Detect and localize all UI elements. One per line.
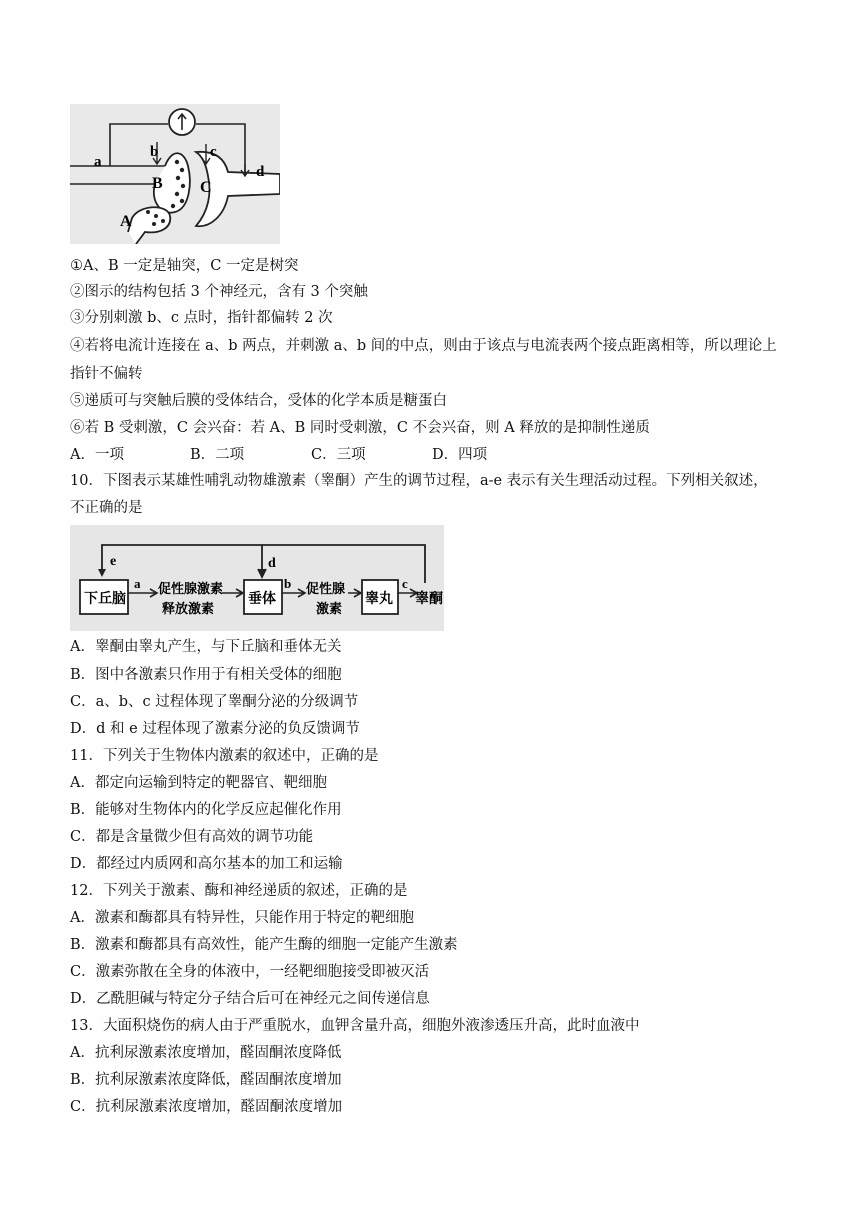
label-d2: d <box>268 556 276 571</box>
q13-stem: 13．大面积烧伤的病人由于严重脱水，血钾含量升高，细胞外液渗透压升高，此时血液中 <box>70 1018 640 1034</box>
testis-label: 睾丸 <box>365 592 393 607</box>
q13-option-c[interactable]: C．抗利尿激素浓度增加，醛固酮浓度增加 <box>70 1099 343 1115</box>
label-c: c <box>210 144 217 160</box>
gth-label-1: 促性腺 <box>306 581 346 596</box>
q10-option-b[interactable]: B．图中各激素只作用于有相关受体的细胞 <box>70 667 342 683</box>
q11-option-a[interactable]: A．都定向运输到特定的靶器官、靶细胞 <box>70 775 327 791</box>
q12-option-c[interactable]: C．激素弥散在全身的体液中，一经靶细胞接受即被灭活 <box>70 964 430 980</box>
q12-option-b[interactable]: B．激素和酶都具有高效性，能产生酶的细胞一定能产生激素 <box>70 937 458 953</box>
label-e: e <box>110 554 117 569</box>
q9-statement-6: ⑥若 B 受刺激，C 会兴奋：若 A、B 同时受刺激，C 不会兴奋，则 A 释放的是抑制性递质 <box>70 420 650 436</box>
q9-statement-1: ①A、B 一定是轴突，C 一定是树突 <box>70 258 299 274</box>
q12-option-a[interactable]: A．激素和酶都具有特异性，只能作用于特定的靶细胞 <box>70 910 414 926</box>
q11-option-d[interactable]: D．都经过内质网和高尔基本的加工和运输 <box>70 856 343 872</box>
q13-option-a[interactable]: A．抗利尿激素浓度增加，醛固酮浓度降低 <box>70 1045 342 1061</box>
synapse-figure <box>70 104 280 244</box>
gnrh-label-1: 促性腺激素 <box>158 581 224 596</box>
q9-statement-4: ④若将电流计连接在 a、b 两点，并刺激 a、b 间的中点，则由于该点与电流表两个接点距离相等，所以理论上 <box>70 338 777 354</box>
q9-statement-3: ③分别刺激 b、c 点时，指针都偏转 2 次 <box>70 310 333 326</box>
q11-stem: 11．下列关于生物体内激素的叙述中，正确的是 <box>70 748 379 764</box>
q10-option-d[interactable]: D．d 和 e 过程体现了激素分泌的负反馈调节 <box>70 721 360 737</box>
label-d: d <box>256 164 265 180</box>
hypothalamus-label: 下丘脑 <box>84 592 126 607</box>
q9-option-d[interactable]: D．四项 <box>432 447 488 463</box>
testosterone-label: 睾酮 <box>415 592 443 607</box>
gnrh-label-2: 释放激素 <box>162 601 215 616</box>
q10-option-a[interactable]: A．睾酮由睾丸产生，与下丘脑和垂体无关 <box>70 639 342 655</box>
label-a: a <box>94 154 102 170</box>
q10-option-c[interactable]: C．a、b、c 过程体现了睾酮分泌的分级调节 <box>70 694 359 710</box>
gth-label-2: 激素 <box>316 601 343 616</box>
arrow-c-label: c <box>402 576 408 591</box>
pituitary-label: 垂体 <box>248 592 276 607</box>
q10-stem: 10．下图表示某雄性哺乳动物雄激素（睾酮）产生的调节过程，a-e 表示有关生理活动过程。下列相关叙述， <box>70 473 768 489</box>
arrow-b-label: b <box>284 576 292 591</box>
q9-statement-4-cont: 指针不偏转 <box>70 366 143 382</box>
q13-option-b[interactable]: B．抗利尿激素浓度降低，醛固酮浓度增加 <box>70 1072 342 1088</box>
q12-option-d[interactable]: D．乙酰胆碱与特定分子结合后可在神经元之间传递信息 <box>70 991 430 1007</box>
label-b: b <box>150 144 159 160</box>
label-A: A <box>120 213 132 230</box>
label-C: C <box>200 179 212 196</box>
q9-option-a[interactable]: A．一项 <box>70 447 124 463</box>
q9-options <box>70 446 487 464</box>
q10-stem-cont: 不正确的是 <box>70 500 143 516</box>
arrow-a-label: a <box>134 576 141 591</box>
q11-option-c[interactable]: C．都是含量微少但有高效的调节功能 <box>70 829 314 845</box>
q12-stem: 12．下列关于激素、酶和神经递质的叙述，正确的是 <box>70 883 408 899</box>
hormone-regulation-figure <box>70 525 444 631</box>
q9-option-c[interactable]: C．三项 <box>311 447 366 463</box>
q9-option-b[interactable]: B．二项 <box>190 447 245 463</box>
q9-statement-5: ⑤递质可与突触后膜的受体结合，受体的化学本质是糖蛋白 <box>70 393 447 409</box>
q9-statement-2: ②图示的结构包括 3 个神经元，含有 3 个突触 <box>70 284 368 300</box>
label-B: B <box>152 175 163 192</box>
q11-option-b[interactable]: B．能够对生物体内的化学反应起催化作用 <box>70 802 342 818</box>
